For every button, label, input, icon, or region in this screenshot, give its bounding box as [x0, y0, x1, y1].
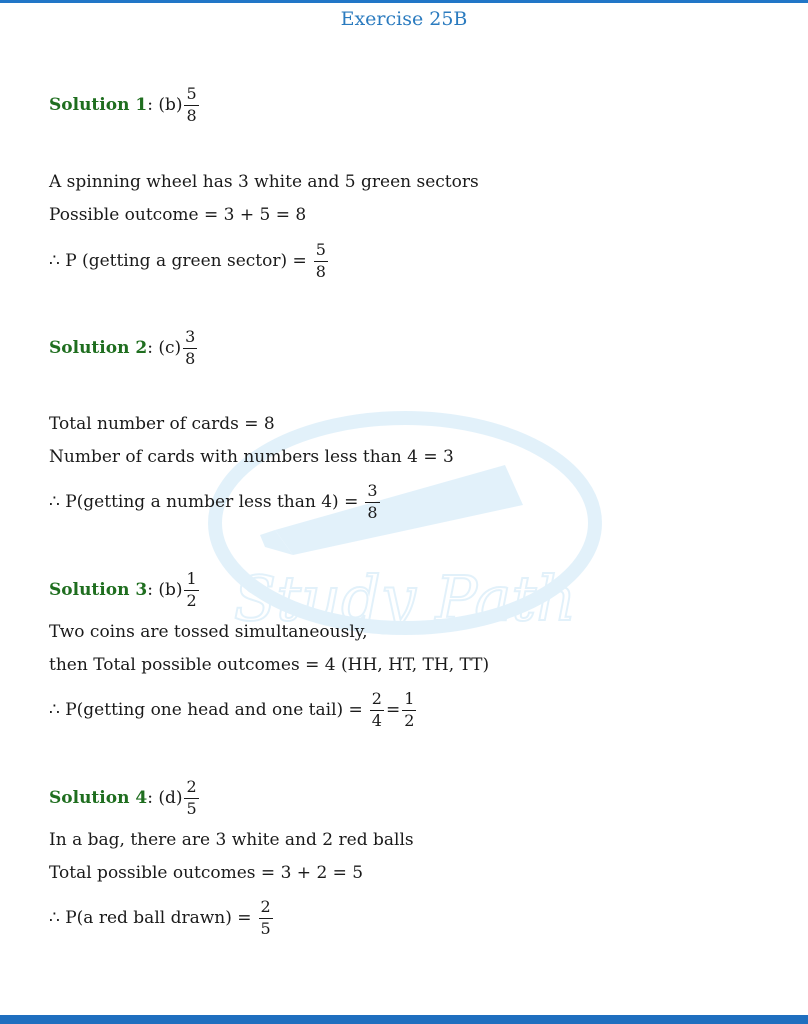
numerator: 3 [365, 482, 379, 502]
answer-fraction [184, 778, 198, 818]
top-rule [0, 0, 808, 3]
numerator: 5 [314, 241, 328, 261]
numerator: 1 [184, 570, 198, 590]
answer-option: : (b) [147, 95, 183, 115]
solution-line: In a bag, there are 3 white and 2 red balls [49, 830, 414, 850]
numerator: 5 [184, 85, 198, 105]
numerator: 2 [370, 690, 384, 710]
answer-option: : (d) [147, 788, 183, 808]
denominator: 2 [186, 590, 197, 610]
solution-conclusion [49, 898, 275, 938]
answer-option: : (b) [147, 580, 183, 600]
solution-line: A spinning wheel has 3 white and 5 green sectors [49, 172, 479, 192]
numerator: 1 [402, 690, 416, 710]
solution-label: Solution 3 [49, 580, 148, 600]
denominator: 5 [186, 798, 197, 818]
numerator: 3 [183, 328, 197, 348]
conclusion-fraction [370, 690, 384, 730]
answer-option: : (c) [147, 338, 182, 358]
solution-label: Solution 4 [49, 788, 148, 808]
svg-text:Study Path: Study Path [233, 562, 577, 635]
page-title: Exercise 25B [340, 8, 468, 30]
denominator: 8 [186, 105, 197, 125]
denominator: 2 [404, 710, 415, 730]
equals-sign: = [385, 700, 401, 720]
numerator: 2 [259, 898, 273, 918]
solution-line: Possible outcome = 3 + 5 = 8 [49, 205, 307, 225]
denominator: 8 [367, 502, 378, 522]
conclusion-text: ∴ P(getting one head and one tail) = [49, 700, 363, 720]
solution-conclusion [49, 241, 330, 281]
solution-3-heading [49, 570, 201, 610]
denominator: 5 [260, 918, 271, 938]
solution-line: Number of cards with numbers less than 4 = 3 [49, 447, 454, 467]
answer-fraction [183, 328, 197, 368]
conclusion-text: ∴ P(getting a number less than 4) = [49, 492, 359, 512]
conclusion-text: ∴ P(a red ball drawn) = [49, 908, 252, 928]
solution-1-heading [49, 85, 201, 125]
solution-conclusion [49, 690, 418, 730]
denominator: 8 [315, 261, 326, 281]
numerator: 2 [184, 778, 198, 798]
conclusion-fraction [365, 482, 379, 522]
conclusion-fraction [314, 241, 328, 281]
conclusion-text: ∴ P (getting a green sector) = [49, 251, 307, 271]
conclusion-fraction [259, 898, 273, 938]
solution-label: Solution 2 [49, 338, 148, 358]
solution-conclusion [49, 482, 382, 522]
solution-line: then Total possible outcomes = 4 (HH, HT, TH, TT) [49, 655, 490, 675]
denominator: 4 [371, 710, 382, 730]
solution-line: Total possible outcomes = 3 + 2 = 5 [49, 863, 364, 883]
solution-4-heading [49, 778, 201, 818]
simplified-fraction [402, 690, 416, 730]
solution-2-heading [49, 328, 199, 368]
answer-fraction [184, 570, 198, 610]
solution-label: Solution 1 [49, 95, 148, 115]
solution-line: Two coins are tossed simultaneously, [49, 622, 368, 642]
bottom-rule [0, 1015, 808, 1024]
answer-fraction [184, 85, 198, 125]
denominator: 8 [185, 348, 196, 368]
solution-line: Total number of cards = 8 [49, 414, 275, 434]
